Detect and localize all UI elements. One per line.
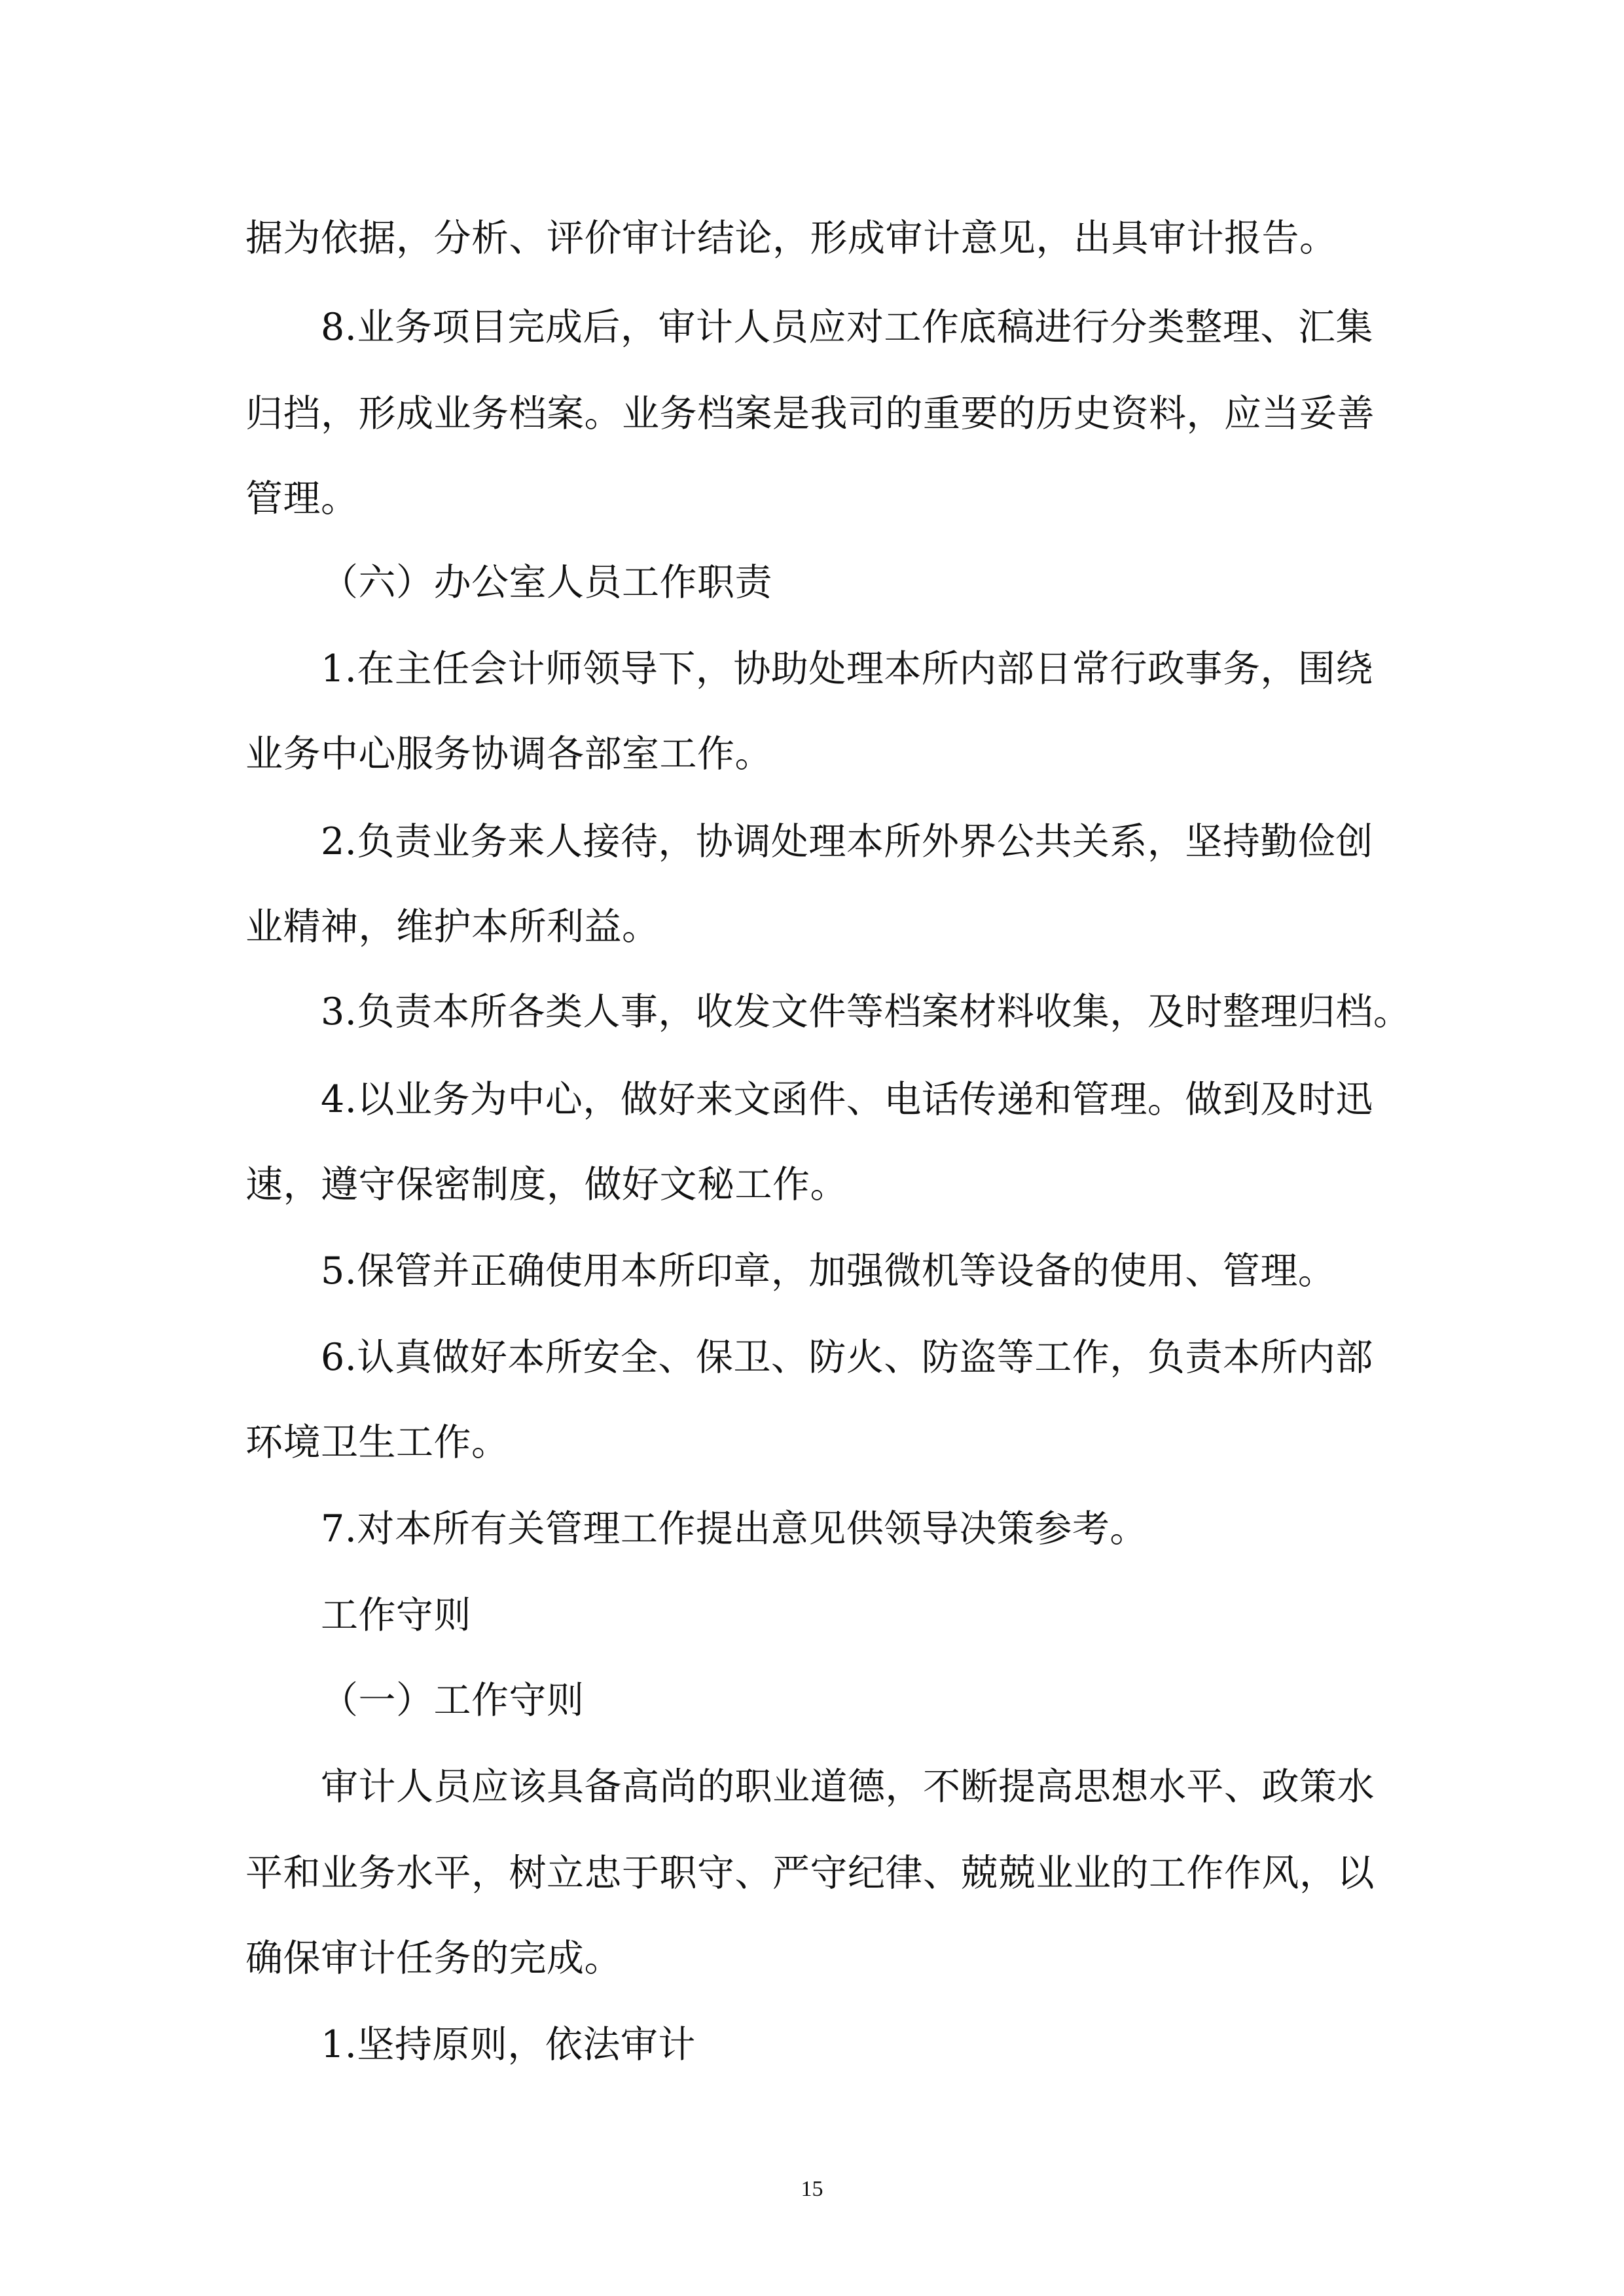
text-line: 8.业务项目完成后，审计人员应对工作底稿进行分类整理、汇集 xyxy=(321,306,1373,349)
text-line: 3.负责本所各类人事，收发文件等档案材料收集，及时整理归档。 xyxy=(321,990,1411,1033)
text-line: 审计人员应该具备高尚的职业道德，不断提高思想水平、政策水 xyxy=(321,1765,1375,1808)
section-heading: （六）办公室人员工作职责 xyxy=(321,561,772,604)
text-line: 据为依据，分析、评价审计结论，形成审计意见，出具审计报告。 xyxy=(245,217,1337,260)
text-line: 4.以业务为中心，做好来文函件、电话传递和管理。做到及时迅 xyxy=(321,1078,1373,1121)
text-line: 1.在主任会计师领导下，协助处理本所内部日常行政事务，围绕 xyxy=(321,647,1373,691)
section-heading: 工作守则 xyxy=(321,1594,471,1637)
text-line: 环境卫生工作。 xyxy=(245,1421,509,1464)
text-line: 6.认真做好本所安全、保卫、防火、防盗等工作，负责本所内部 xyxy=(321,1336,1373,1379)
text-line: 速，遵守保密制度，做好文秘工作。 xyxy=(245,1163,848,1206)
text-line: 2.负责业务来人接待，协调处理本所外界公共关系，坚持勤俭创 xyxy=(321,820,1373,863)
text-line: 平和业务水平，树立忠于职守、严守纪律、兢兢业业的工作作风，以 xyxy=(245,1852,1375,1895)
text-line: 归挡，形成业务档案。业务档案是我司的重要的历史资料，应当妥善 xyxy=(245,392,1375,435)
text-line: 7.对本所有关管理工作提出意见供领导决策参考。 xyxy=(321,1507,1147,1551)
text-line: 1.坚持原则，依法审计 xyxy=(321,2023,696,2066)
text-line: 业精神，维护本所利益。 xyxy=(245,905,660,948)
page-number: 15 xyxy=(801,2177,823,2201)
section-heading: （一）工作守则 xyxy=(321,1679,585,1722)
text-line: 业务中心服务协调各部室工作。 xyxy=(245,732,772,776)
text-line: 管理。 xyxy=(245,477,359,520)
text-line: 5.保管并正确使用本所印章，加强微机等设备的使用、管理。 xyxy=(321,1249,1336,1293)
text-line: 确保审计任务的完成。 xyxy=(245,1937,622,1980)
